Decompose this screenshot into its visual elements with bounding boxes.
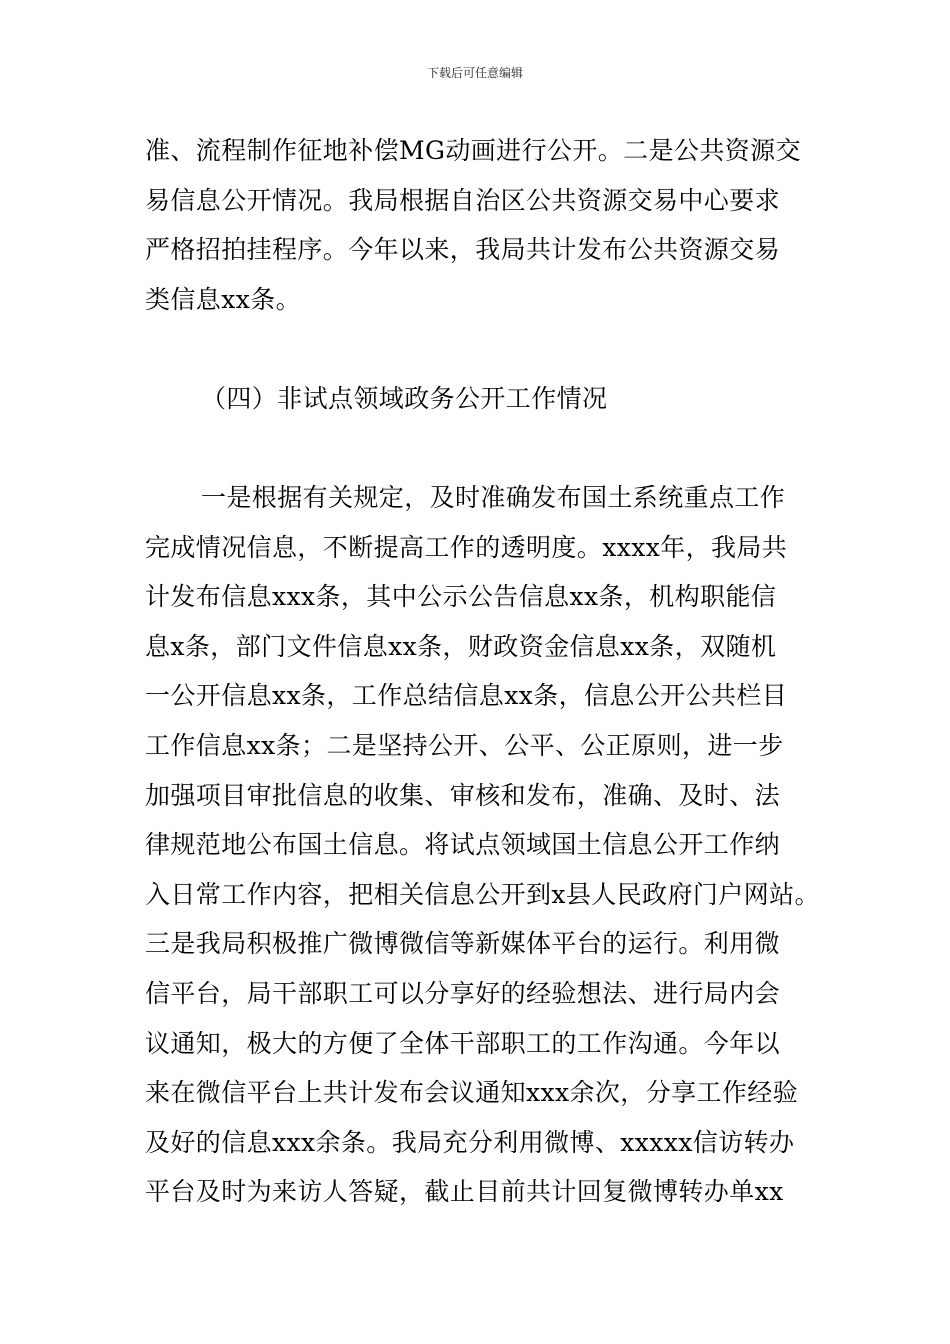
paragraph-line: 加强项目审批信息的收集、审核和发布，准确、及时、法 xyxy=(145,780,781,810)
paragraph-line: 三是我局积极推广微博微信等新媒体平台的运行。利用微 xyxy=(145,929,781,959)
paragraph-3 xyxy=(145,473,825,1217)
paragraph-line: 来在微信平台上共计发布会议通知xxx余次，分享工作经验 xyxy=(145,1078,799,1108)
paragraph-1 xyxy=(145,126,825,324)
paragraph-line: 入日常工作内容，把相关信息公开到x县人民政府门户网站。 xyxy=(145,879,820,909)
paragraph-line: 议通知，极大的方便了全体干部职工的工作沟通。今年以 xyxy=(145,1028,781,1058)
section-heading xyxy=(145,374,825,424)
section-heading-text: （四）非试点领域政务公开工作情况 xyxy=(201,384,608,413)
paragraph-line: 工作信息xx条；二是坚持公开、公平、公正原则，进一步 xyxy=(145,730,784,760)
page-header: 下载后可任意编辑 xyxy=(426,66,523,80)
paragraph-line: 准、流程制作征地补偿MG动画进行公开。二是公共资源交 xyxy=(145,136,801,165)
paragraph-line: 严格招拍挂程序。今年以来，我局共计发布公共资源交易 xyxy=(145,235,781,265)
paragraph-line: 一公开信息xx条，工作总结信息xx条，信息公开公共栏目 xyxy=(145,681,788,711)
paragraph-line: 一是根据有关规定，及时准确发布国土系统重点工作 xyxy=(201,483,786,512)
paragraph-line: 完成情况信息，不断提高工作的透明度。xxxx年，我局共 xyxy=(145,532,788,562)
paragraph-line: 信平台，局干部职工可以分享好的经验想法、进行局内会 xyxy=(145,978,781,1008)
paragraph-line: 息x条，部门文件信息xx条，财政资金信息xx条，双随机 xyxy=(145,631,777,661)
paragraph-line: 类信息xx条。 xyxy=(145,284,301,314)
paragraph-line: 计发布信息xxx条，其中公示公告信息xx条，机构职能信 xyxy=(145,582,777,612)
paragraph-line: 及好的信息xxx余条。我局充分利用微博、xxxxx信访转办 xyxy=(145,1127,795,1157)
paragraph-line: 平台及时为来访人答疑，截止目前共计回复微博转办单xx xyxy=(145,1177,784,1207)
paragraph-line: 律规范地公布国土信息。将试点领域国土信息公开工作纳 xyxy=(145,830,781,860)
paragraph-line: 易信息公开情况。我局根据自治区公共资源交易中心要求 xyxy=(145,185,781,215)
